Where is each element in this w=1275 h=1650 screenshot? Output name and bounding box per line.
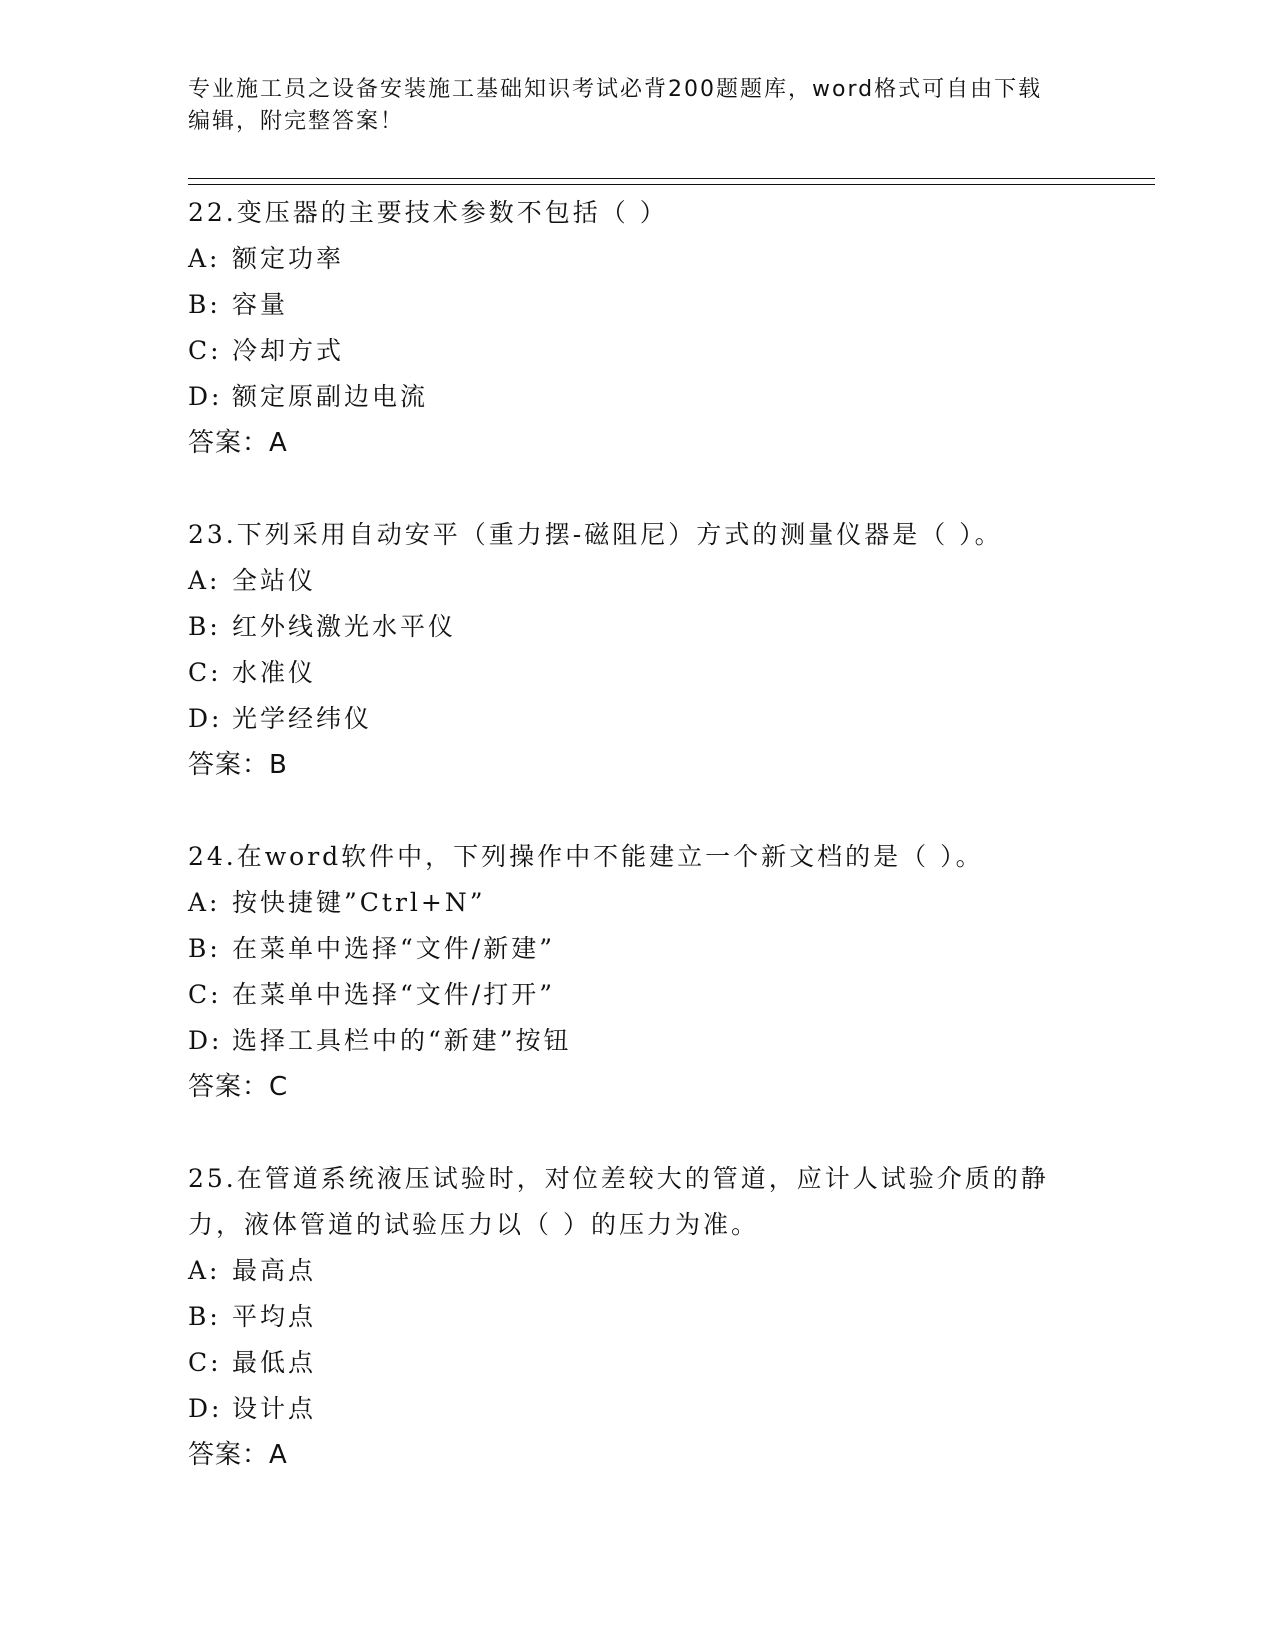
option-letter: B: xyxy=(188,612,221,641)
option-text: 额定原副边电流 xyxy=(232,382,429,411)
option-a xyxy=(188,1248,1088,1294)
option-text: 额定功率 xyxy=(232,244,345,273)
option-letter: B: xyxy=(188,934,221,963)
option-text: 光学经纬仪 xyxy=(232,704,373,733)
option-letter: D: xyxy=(188,1026,223,1055)
option-text: 选择工具栏中的“新建”按钮 xyxy=(232,1026,572,1055)
option-letter: C: xyxy=(188,336,222,365)
option-letter: A: xyxy=(188,566,221,595)
option-letter: A: xyxy=(188,244,221,273)
header-line-2: 编辑，附完整答案！ xyxy=(188,109,405,134)
question-stem: 24.在word软件中，下列操作中不能建立一个新文档的是（ ）。 xyxy=(188,842,984,871)
answer-line: 答案：B xyxy=(188,750,288,780)
option-text: 冷却方式 xyxy=(232,336,345,365)
header-line-1: 专业施工员之设备安装施工基础知识考试必背200题题库，word格式可自由下载 xyxy=(188,77,1043,102)
question-stem: 23.下列采用自动安平（重力摆-磁阻尼）方式的测量仪器是（ ）。 xyxy=(188,520,1003,549)
option-c xyxy=(188,1340,1088,1386)
answer-line: 答案：A xyxy=(188,428,288,458)
option-d xyxy=(188,1018,1088,1064)
option-letter: B: xyxy=(188,290,221,319)
header-divider-top xyxy=(188,178,1155,179)
option-d xyxy=(188,374,1088,420)
option-text: 平均点 xyxy=(232,1302,317,1331)
option-letter: C: xyxy=(188,658,222,687)
option-text: 最低点 xyxy=(232,1348,317,1377)
option-text: 容量 xyxy=(232,290,289,319)
option-d xyxy=(188,1386,1088,1432)
question-23 xyxy=(188,512,1088,788)
option-letter: D: xyxy=(188,1394,223,1423)
option-a xyxy=(188,558,1088,604)
option-a xyxy=(188,880,1088,926)
option-letter: D: xyxy=(188,382,223,411)
answer-line: 答案：C xyxy=(188,1072,289,1102)
document-header xyxy=(188,74,1088,138)
option-b xyxy=(188,926,1088,972)
option-b xyxy=(188,282,1088,328)
option-text: 水准仪 xyxy=(232,658,317,687)
question-24 xyxy=(188,834,1088,1110)
answer-line: 答案：A xyxy=(188,1440,288,1470)
question-list xyxy=(188,190,1088,1524)
option-c xyxy=(188,650,1088,696)
option-letter: D: xyxy=(188,704,223,733)
option-letter: A: xyxy=(188,1256,221,1285)
option-d xyxy=(188,696,1088,742)
option-a xyxy=(188,236,1088,282)
option-text: 设计点 xyxy=(232,1394,317,1423)
question-stem: 25.在管道系统液压试验时，对位差较大的管道，应计人试验介质的静力，液体管道的试验压力以（ ）的压力为准。 xyxy=(188,1164,1049,1239)
option-c xyxy=(188,328,1088,374)
question-stem: 22.变压器的主要技术参数不包括（ ） xyxy=(188,198,668,227)
option-b xyxy=(188,1294,1088,1340)
option-text: 按快捷键”Ctrl+N” xyxy=(232,888,486,917)
question-25 xyxy=(188,1156,1088,1478)
option-text: 在菜单中选择“文件/新建” xyxy=(232,934,555,963)
question-22 xyxy=(188,190,1088,466)
option-text: 最高点 xyxy=(232,1256,317,1285)
option-letter: B: xyxy=(188,1302,221,1331)
option-letter: C: xyxy=(188,1348,222,1377)
option-b xyxy=(188,604,1088,650)
option-letter: A: xyxy=(188,888,221,917)
option-text: 在菜单中选择“文件/打开” xyxy=(232,980,555,1009)
option-letter: C: xyxy=(188,980,222,1009)
option-c xyxy=(188,972,1088,1018)
option-text: 红外线激光水平仪 xyxy=(232,612,457,641)
option-text: 全站仪 xyxy=(232,566,317,595)
header-divider-bottom xyxy=(188,184,1155,185)
